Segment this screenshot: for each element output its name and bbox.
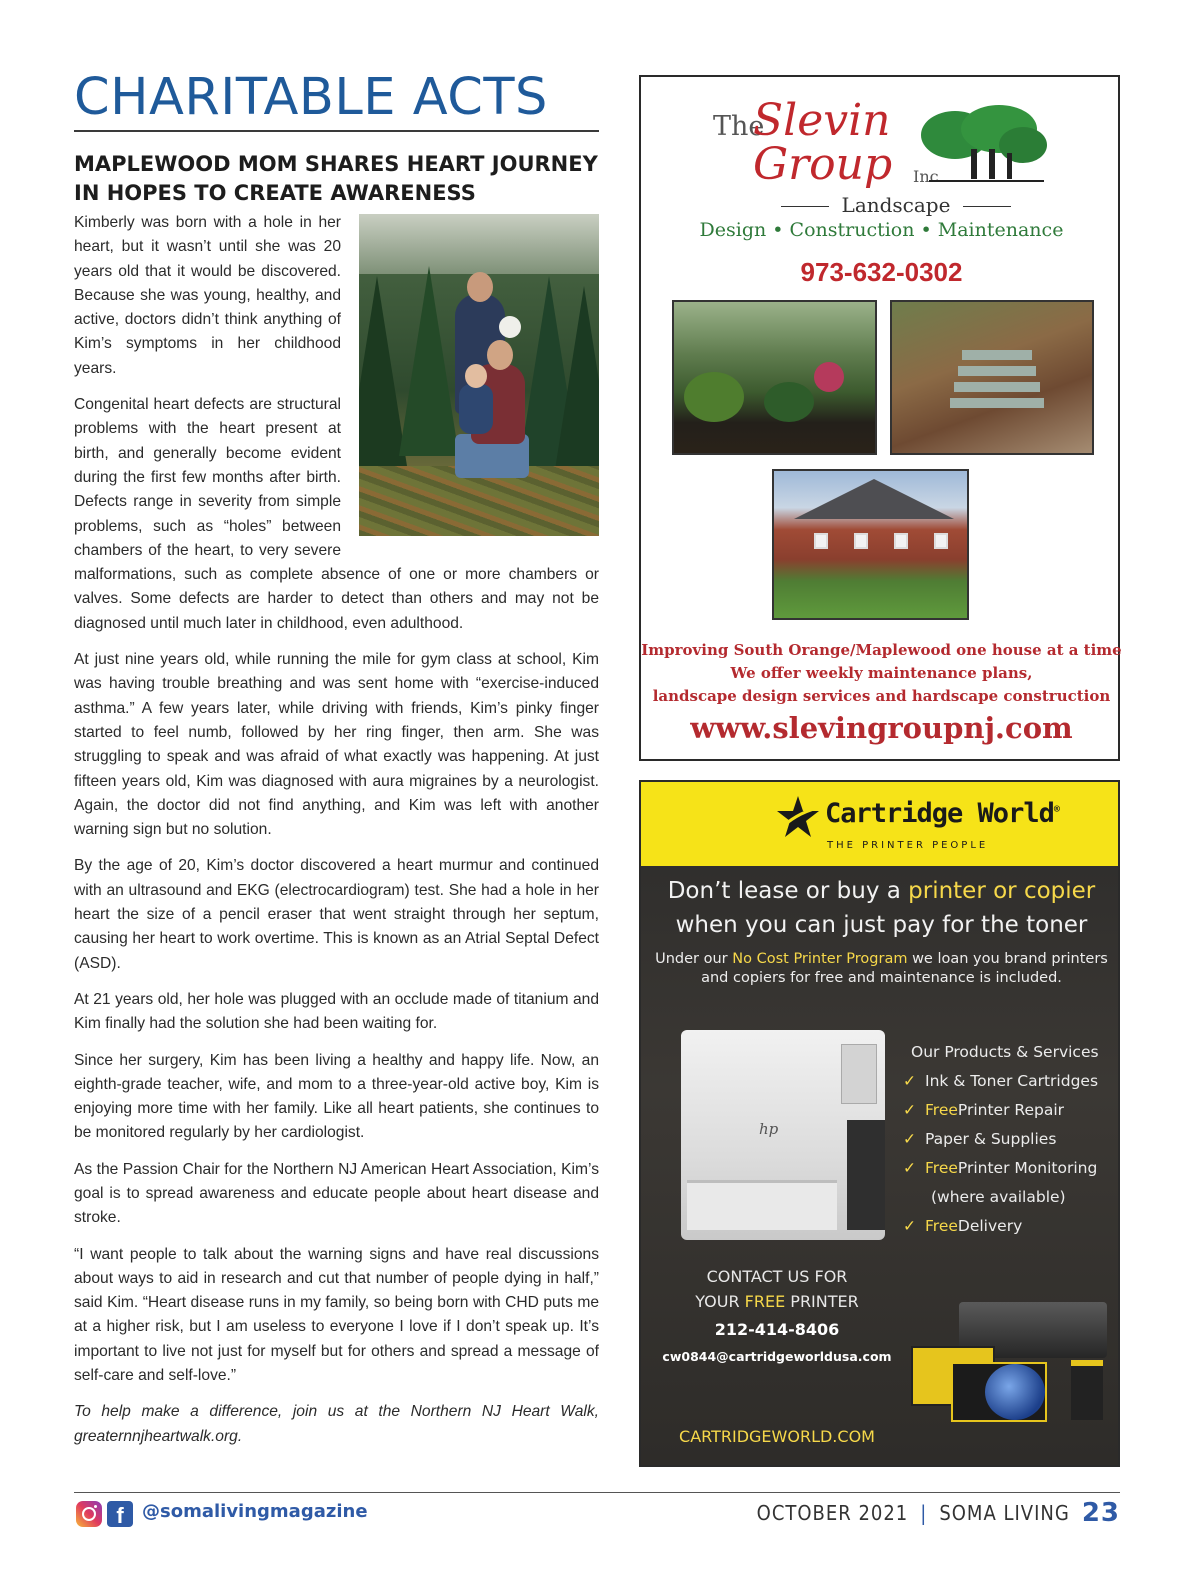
cw-phone[interactable]: 212-414-8406 bbox=[714, 1320, 840, 1339]
hp-logo: hp bbox=[759, 1120, 779, 1138]
cartridge-world-ad[interactable] bbox=[639, 780, 1120, 1467]
slevin-copy-line: We offer weekly maintenance plans, bbox=[730, 664, 1033, 682]
photo-woman-head bbox=[487, 340, 513, 370]
list-item-note: (where available) bbox=[931, 1188, 1066, 1206]
printer-panel bbox=[841, 1044, 877, 1104]
check-icon: ✓ bbox=[903, 1072, 916, 1090]
facebook-icon[interactable]: f bbox=[107, 1501, 133, 1527]
photo-shrub bbox=[684, 372, 744, 422]
tree-logo-icon bbox=[919, 105, 1049, 185]
cw-contact-text: CONTACT US FOR YOUR FREE PRINTER bbox=[695, 1267, 859, 1311]
photo-house-roof bbox=[794, 479, 954, 519]
check-icon: ✓ bbox=[903, 1217, 916, 1235]
cw-brand-name: Cartridge World® bbox=[825, 798, 1059, 829]
footer-rule bbox=[74, 1492, 1120, 1493]
photo-child-head bbox=[465, 364, 487, 388]
supplies-image bbox=[911, 1302, 1111, 1422]
photo-step bbox=[950, 398, 1044, 408]
social-handle[interactable]: @somalivingmagazine bbox=[142, 1501, 368, 1522]
article-call-to-action: To help make a difference, join us at the Northern NJ Heart Walk, greaternnjheartwalk.org. bbox=[74, 1403, 599, 1445]
article-paragraph: Congenital heart defects are structural problems with the heart present at birth, and generally become evident during the first few months after birth. Defects range in severity from simple problems, such as “holes” between chambers of the heart, to very severe malformations, such as complete absence of one or more chambers or valves. Some defects are harder to detect than others and may not be diagnosed until much later in childhood, even adulthood. bbox=[74, 396, 599, 632]
slevin-logo-landscape: Landscape bbox=[781, 193, 1011, 217]
check-icon: ✓ bbox=[903, 1101, 916, 1119]
landscape-photo-steps bbox=[890, 300, 1094, 455]
photo-sky bbox=[359, 214, 599, 274]
globe-icon bbox=[985, 1364, 1045, 1420]
cw-headline-part: when you can just pay for the toner bbox=[675, 912, 1088, 938]
slevin-group-ad[interactable] bbox=[639, 75, 1120, 761]
photo-dog bbox=[499, 316, 521, 338]
list-item: ✓ Free Delivery bbox=[903, 1212, 1113, 1241]
printer-image bbox=[681, 1030, 885, 1240]
list-item: ✓ Paper & Supplies bbox=[903, 1125, 1113, 1154]
list-item: ✓ Ink & Toner Cartridges bbox=[903, 1067, 1113, 1096]
slevin-copy-line: Improving South Orange/Maplewood one house at a time bbox=[641, 641, 1122, 659]
toner-cartridge bbox=[1071, 1360, 1103, 1420]
landscape-photo-house bbox=[772, 469, 969, 620]
slevin-logo-name bbox=[753, 95, 893, 190]
article-paragraph: “I want people to talk about the warning signs and have real discussions about ways to aid in research and cut that number of people dying in half,” said Kim. “Heart disease runs in my family, so being born with CHD puts me at a higher risk, but I am useless to everyone I love if I don’t speak up. It’s important to live not just for myself but for others and spread a message of self-care and self-love.” bbox=[74, 1245, 599, 1385]
photo-man-head bbox=[467, 272, 493, 302]
photo-window bbox=[814, 533, 828, 549]
cw-services-list bbox=[903, 1038, 1113, 1241]
article-headline: MAPLEWOOD MOM SHARES HEART JOURNEY IN HOPES TO CREATE AWARENESS bbox=[74, 152, 598, 205]
cw-program-text: Under our No Cost Printer Program we loan you brand printers and copiers for free and maintenance is included. bbox=[655, 951, 1108, 986]
landscape-photo-garden bbox=[672, 300, 877, 455]
article-paragraph: At 21 years old, her hole was plugged with an occlude made of titanium and Kim finally had the solution she had been waiting for. bbox=[74, 990, 599, 1033]
cw-services-title: Our Products & Services bbox=[911, 1043, 1099, 1061]
photo-step bbox=[954, 382, 1040, 392]
check-icon: ✓ bbox=[903, 1130, 916, 1148]
article-paragraph: By the age of 20, Kim’s doctor discovered a heart murmur and continued with an ultrasound and EKG (electrocardiogram) test. She had a hole in her heart the size of a pencil eraser that went straight through her septum, causing her heart to work overtime. This is known as an Atrial Septal Defect (ASD). bbox=[74, 857, 599, 972]
slevin-logo-name-2: Group bbox=[753, 139, 893, 190]
cw-website-link[interactable]: CARTRIDGEWORLD.COM bbox=[679, 1427, 875, 1446]
photo-step bbox=[962, 350, 1032, 360]
issue-date: OCTOBER 2021 bbox=[756, 1501, 909, 1525]
slevin-logo-name-1: Slevin bbox=[753, 95, 891, 146]
section-rule bbox=[74, 130, 599, 132]
instagram-icon[interactable] bbox=[76, 1501, 102, 1527]
section-title: CHARITABLE ACTS bbox=[74, 68, 548, 127]
photo-step bbox=[958, 366, 1036, 376]
slevin-copy-line: landscape design services and hardscape construction bbox=[652, 687, 1111, 705]
folio-separator: | bbox=[920, 1501, 928, 1525]
article-body bbox=[74, 211, 599, 1461]
page-folio bbox=[757, 1498, 1120, 1528]
photo-shrub bbox=[814, 362, 844, 392]
article-paragraph: Since her surgery, Kim has been living a healthy and happy life. Now, an eighth-grade teacher, wife, and mom to a three-year-old active boy, Kim is enjoying more time with her family. Like all heart patients, she continues to be monitored regularly by her cardiologist. bbox=[74, 1051, 599, 1142]
list-item: ✓ Free Printer Repair bbox=[903, 1096, 1113, 1125]
printer-tray bbox=[687, 1180, 837, 1230]
photo-tree bbox=[554, 286, 599, 476]
photo-window bbox=[854, 533, 868, 549]
photo-child bbox=[459, 384, 493, 434]
slevin-website-link[interactable]: www.slevingroupnj.com bbox=[690, 711, 1073, 745]
photo-window bbox=[934, 533, 948, 549]
cw-email[interactable]: cw0844@cartridgeworldusa.com bbox=[662, 1349, 892, 1364]
photo-shrub bbox=[764, 382, 814, 422]
star-logo-icon bbox=[775, 794, 821, 840]
family-photo bbox=[359, 214, 599, 536]
slevin-copy bbox=[641, 639, 1122, 708]
cw-program-name: No Cost Printer Program bbox=[732, 951, 908, 967]
cw-brand-subtitle: THE PRINTER PEOPLE bbox=[827, 840, 989, 851]
slevin-phone[interactable]: 973-632-0302 bbox=[800, 257, 963, 287]
check-icon: ✓ bbox=[903, 1159, 916, 1177]
slevin-tagline: Design • Construction • Maintenance bbox=[699, 219, 1064, 241]
cw-headline-part: Don’t lease or buy a bbox=[667, 878, 909, 904]
cw-headline bbox=[641, 874, 1120, 942]
printer-side bbox=[847, 1120, 885, 1230]
slevin-logo-the: The bbox=[713, 111, 765, 142]
article-paragraph: As the Passion Chair for the Northern NJ American Heart Association, Kim’s goal is to spread awareness and educate people about heart disease and stroke. bbox=[74, 1160, 599, 1227]
list-item: ✓ Free Printer Monitoring bbox=[903, 1154, 1113, 1183]
photo-window bbox=[894, 533, 908, 549]
article-paragraph: At just nine years old, while running the mile for gym class at school, Kim was having trouble breathing and was sent home with “exercise-induced asthma.” A few years later, while driving with friends, Kim’s pinky finger started to feel numb, followed by her ring finger, then arm. She was struggling to speak and was afraid of what exactly was happening. At just fifteen years old, Kim was diagnosed with aura migraines by a neurologist. Again, the doctor did not find anything, and Kim was left with another warning sign but no solution. bbox=[74, 651, 599, 839]
photo-tree bbox=[399, 266, 459, 456]
cw-headline-highlight: printer or copier bbox=[908, 878, 1096, 904]
article-paragraph: Kimberly was born with a hole in her heart, but it wasn’t until she was 20 years old that it would be discovered. Because she was young, healthy, and active, doctors didn’t think anything of Kim’s symptoms in her childhood years. bbox=[74, 214, 341, 377]
slevin-logo-inc: Inc bbox=[913, 167, 939, 186]
page-number: 23 bbox=[1081, 1498, 1120, 1528]
magazine-name: SOMA LIVING bbox=[939, 1501, 1070, 1525]
